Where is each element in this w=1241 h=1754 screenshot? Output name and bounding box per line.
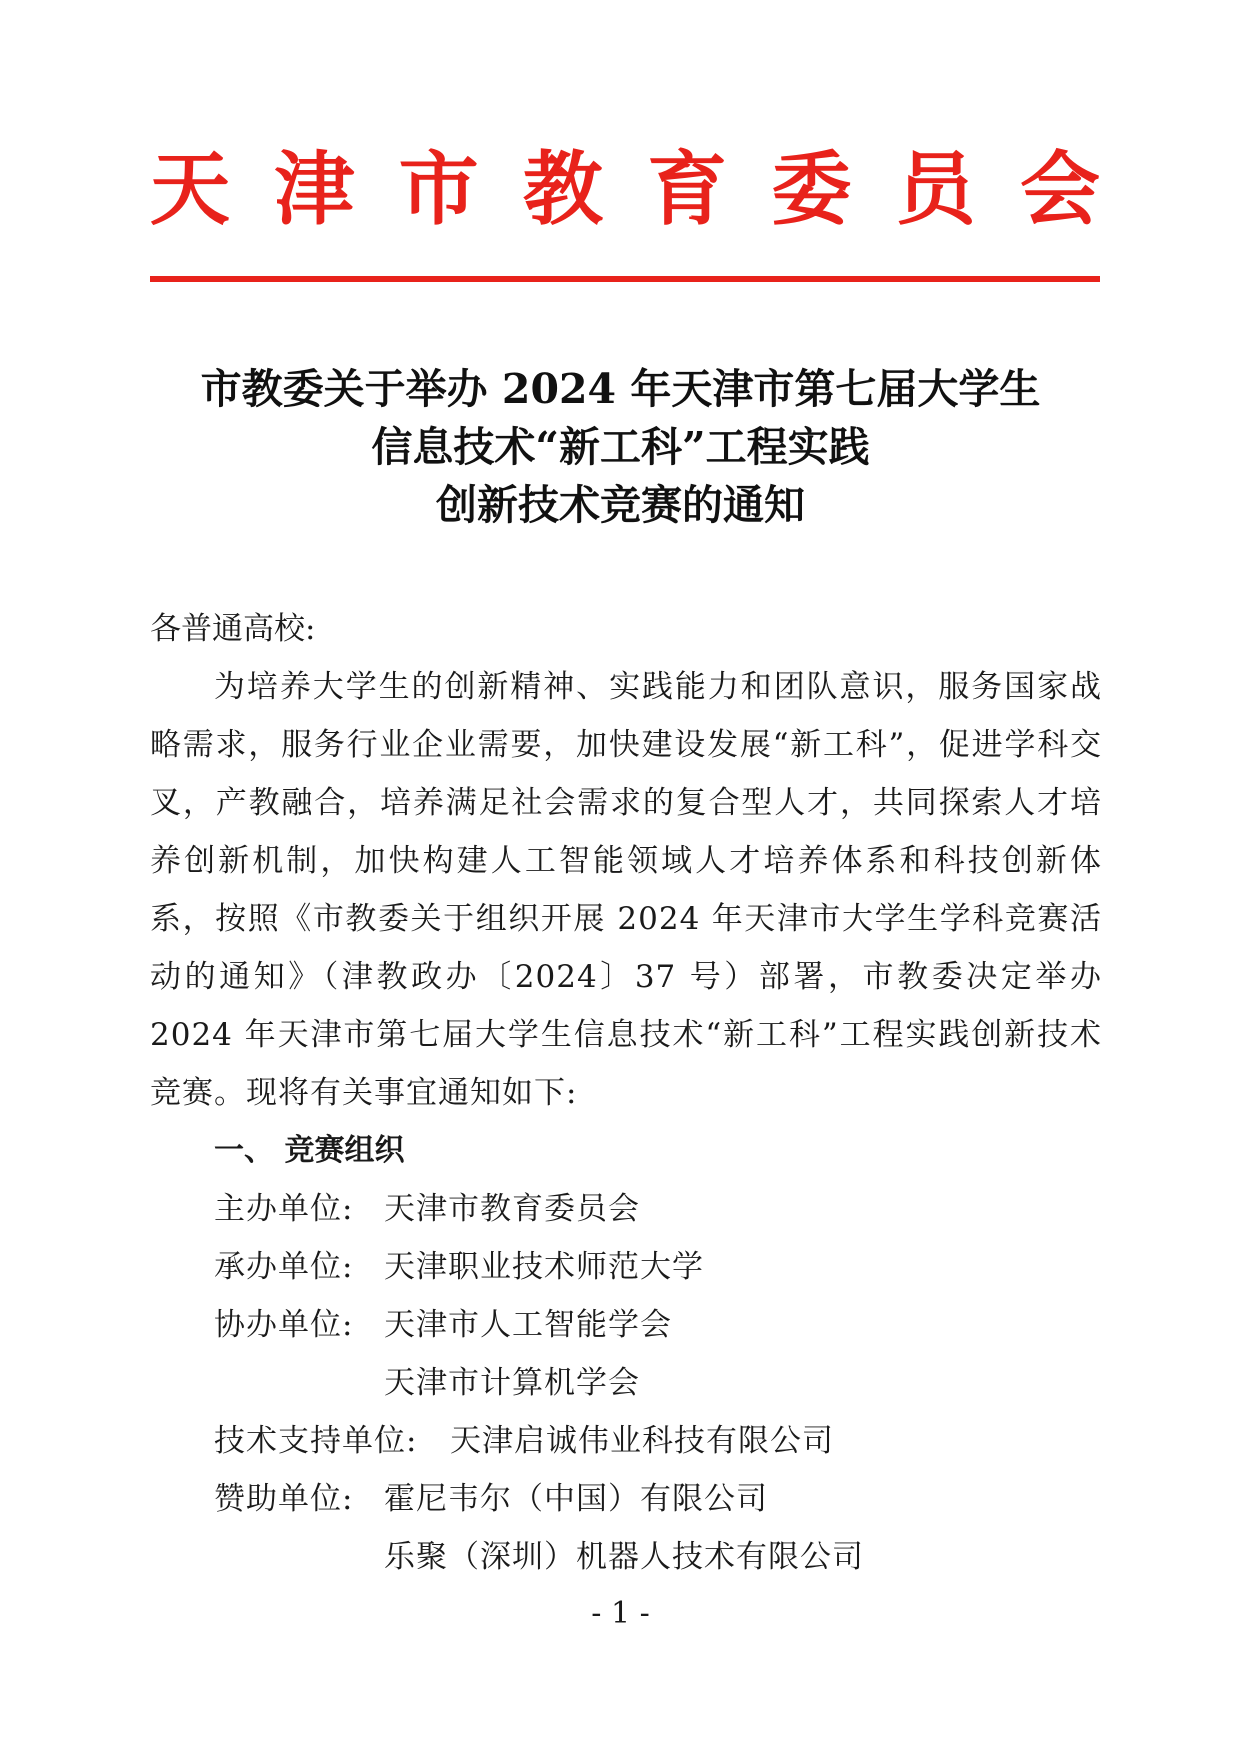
sponsor-row	[150, 1470, 1102, 1528]
letterhead-char: 天	[150, 143, 230, 236]
co-organizer-row	[150, 1296, 1102, 1354]
tech-support-row	[150, 1412, 1102, 1470]
co-organizer-label: 协办单位:	[214, 1307, 354, 1343]
section-heading: 一、 竞赛组织	[214, 1133, 405, 1168]
sponsor-value: 乐聚（深圳）机器人技术有限公司	[384, 1539, 864, 1575]
co-organizer-value: 天津市人工智能学会	[384, 1307, 672, 1343]
letterhead-char: 市	[398, 143, 479, 236]
document-title	[100, 360, 1141, 534]
letterhead-char: 员	[895, 143, 976, 236]
intro-paragraph: 为培养大学生的创新精神、实践能力和团队意识，服务国家战略需求，服务行业企业需要，加快建设发展“新工科”，促进学科交叉，产教融合，培养满足社会需求的复合型人才，共同探索人才培养创新机制，加快构建人工智能领域人才培养体系和科技创新体系，按照《市教委关于组织开展 2024 年天津市大学生学科竞赛活动的通知》（津教政办〔2024〕37 号）部署，市教委决定举办 2024 年天津市第七届大学生信息技术“新工科”工程实践创新技术竞赛。现将有关事宜通知如下:	[150, 669, 1102, 1111]
letterhead-char: 津	[274, 143, 355, 236]
host-label: 主办单位:	[214, 1191, 354, 1227]
title-line-1: 市教委关于举办 2024 年天津市第七届大学生	[200, 365, 1041, 413]
co-organizer-value: 天津市计算机学会	[384, 1365, 640, 1401]
sponsor-value: 霍尼韦尔（中国）有限公司	[384, 1481, 768, 1517]
letterhead-char: 育	[647, 143, 728, 236]
title-line-2: 信息技术“新工科”工程实践	[371, 423, 870, 471]
organizer-label: 承办单位:	[214, 1249, 354, 1285]
host-value: 天津市教育委员会	[384, 1191, 640, 1227]
document-body	[150, 600, 1102, 1586]
title-line-3: 创新技术竞赛的通知	[436, 481, 805, 529]
organizer-value: 天津职业技术师范大学	[384, 1249, 704, 1285]
tech-support-value: 天津启诚伟业科技有限公司	[450, 1423, 834, 1459]
letterhead-divider	[150, 276, 1100, 282]
letterhead	[150, 140, 1100, 240]
sponsor-label: 赞助单位:	[214, 1481, 354, 1517]
tech-support-label: 技术支持单位:	[214, 1423, 418, 1459]
page-number: - 1 -	[591, 1596, 650, 1631]
letterhead-char: 会	[1019, 143, 1100, 236]
organizer-row	[150, 1238, 1102, 1296]
letterhead-char: 委	[771, 143, 852, 236]
salutation: 各普通高校:	[150, 611, 316, 647]
host-row	[150, 1180, 1102, 1238]
letterhead-char: 教	[522, 143, 603, 236]
